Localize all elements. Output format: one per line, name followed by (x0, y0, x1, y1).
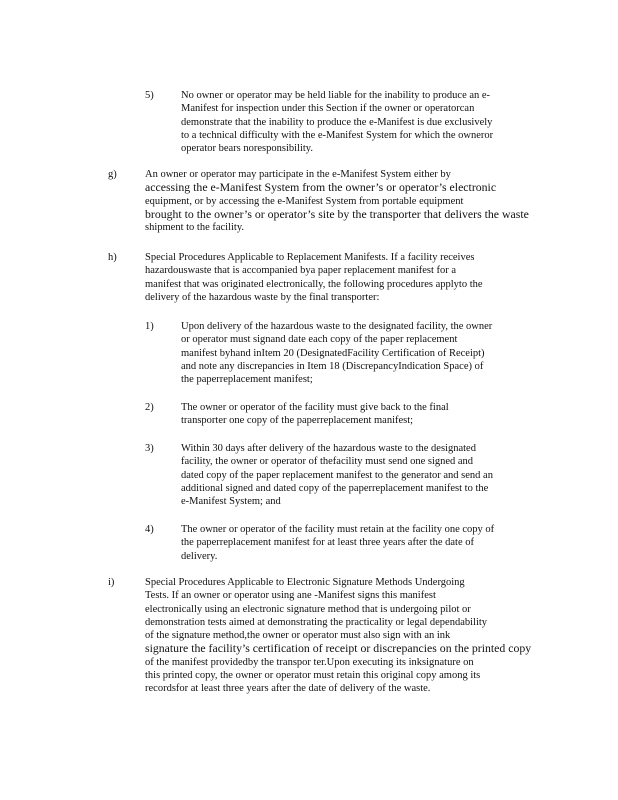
text-line: of the manifest providedby the transpor ter.Upon executing its inksignature on (145, 656, 474, 668)
text-line: of the signature method,the owner or operator must also sign with an ink (145, 630, 451, 642)
text-line: facility, the owner or operator of thefacility must send one signed and (181, 456, 474, 468)
item-marker-3: 3) (145, 443, 154, 454)
text-line: the paperreplacement manifest; (181, 374, 313, 386)
item-marker-i: i) (108, 577, 115, 588)
paragraph-5 (181, 89, 536, 155)
text-line: or operator must signand date each copy of the paper replacement (181, 334, 458, 346)
text-line: to a technical difficulty with the e-Manifest System for which the owneror (181, 129, 494, 141)
text-line: Special Procedures Applicable to Electronic Signature Methods Undergoing (145, 577, 465, 588)
text-line: and note any discrepancies in Item 18 (DiscrepancyIndication Space) of (181, 360, 484, 372)
text-line: Within 30 days after delivery of the hazardous waste to the designated (181, 443, 476, 454)
paragraph-1 (181, 320, 536, 386)
text-line: shipment to the facility. (145, 222, 245, 234)
paragraph-4 (181, 523, 543, 563)
text-line: equipment, or by accessing the e-Manifest System from portable equipment (145, 195, 464, 207)
text-line: demonstration tests aimed at demonstrating the practicality or legal dependability (145, 616, 488, 628)
text-line: operator bears noresponsibility. (181, 143, 313, 155)
item-marker-1: 1) (145, 321, 154, 332)
text-line: the paperreplacement manifest for at least three years after the date of (181, 537, 474, 549)
text-line: e-Manifest System; and (181, 496, 281, 508)
text-line: Upon delivery of the hazardous waste to the designated facility, the owner (181, 321, 493, 332)
paragraph-3 (181, 442, 541, 508)
text-line: accessing the e-Manifest System from the owner’s or operator’s electronic (145, 181, 497, 195)
text-line: manifest that was originated electronically, the following procedures applyto the (145, 278, 483, 290)
text-line: dated copy of the paper replacement manifest to the generator and send an (181, 469, 493, 481)
text-line: Tests. If an owner or operator using ane -Manifest signs this manifest (145, 590, 436, 602)
text-line: additional signed and dated copy of the paperreplacement manifest to the (181, 482, 489, 494)
text-line: transporter one copy of the paperreplacement manifest; (181, 415, 414, 427)
text-line: this printed copy, the owner or operator must retain this original copy among its (145, 670, 481, 682)
text-line: delivery. (181, 550, 218, 562)
text-line: recordsfor at least three years after the date of delivery of the waste. (145, 683, 431, 695)
text-line: Manifest for inspection under this Section if the owner or operatorcan (181, 103, 475, 115)
text-line: signature the facility’s certification of receipt or discrepancies on the printed copy (145, 642, 532, 656)
text-line: delivery of the hazardous waste by the final transporter: (145, 291, 380, 303)
text-line: An owner or operator may participate in the e-Manifest System either by (145, 169, 451, 180)
text-line: electronically using an electronic signature method that is undergoing pilot or (145, 603, 471, 615)
text-line: manifest byhand inItem 20 (DesignatedFacility Certification of Receipt) (181, 347, 485, 359)
text-line: No owner or operator may be held liable for the inability to produce an e- (181, 90, 491, 101)
item-marker-g: g) (108, 169, 117, 180)
text-line: Special Procedures Applicable to Replacement Manifests. If a facility receives (145, 252, 475, 263)
text-line: brought to the owner’s or operator’s site by the transporter that delivers the waste (145, 207, 529, 221)
item-marker-4: 4) (145, 524, 154, 535)
item-marker-5: 5) (145, 90, 154, 101)
item-marker-2: 2) (145, 402, 154, 413)
paragraph-g (145, 168, 545, 234)
paragraph-h (145, 251, 535, 304)
paragraph-2 (181, 401, 501, 428)
text-line: The owner or operator of the facility must retain at the facility one copy of (181, 524, 495, 535)
text-line: hazardouswaste that is accompanied bya paper replacement manifest for a (145, 265, 457, 277)
paragraph-i (145, 576, 545, 696)
text-line: The owner or operator of the facility must give back to the final (181, 402, 449, 413)
item-marker-h: h) (108, 252, 117, 263)
text-line: demonstrate that the inability to produce the e-Manifest is due exclusively (181, 116, 493, 128)
